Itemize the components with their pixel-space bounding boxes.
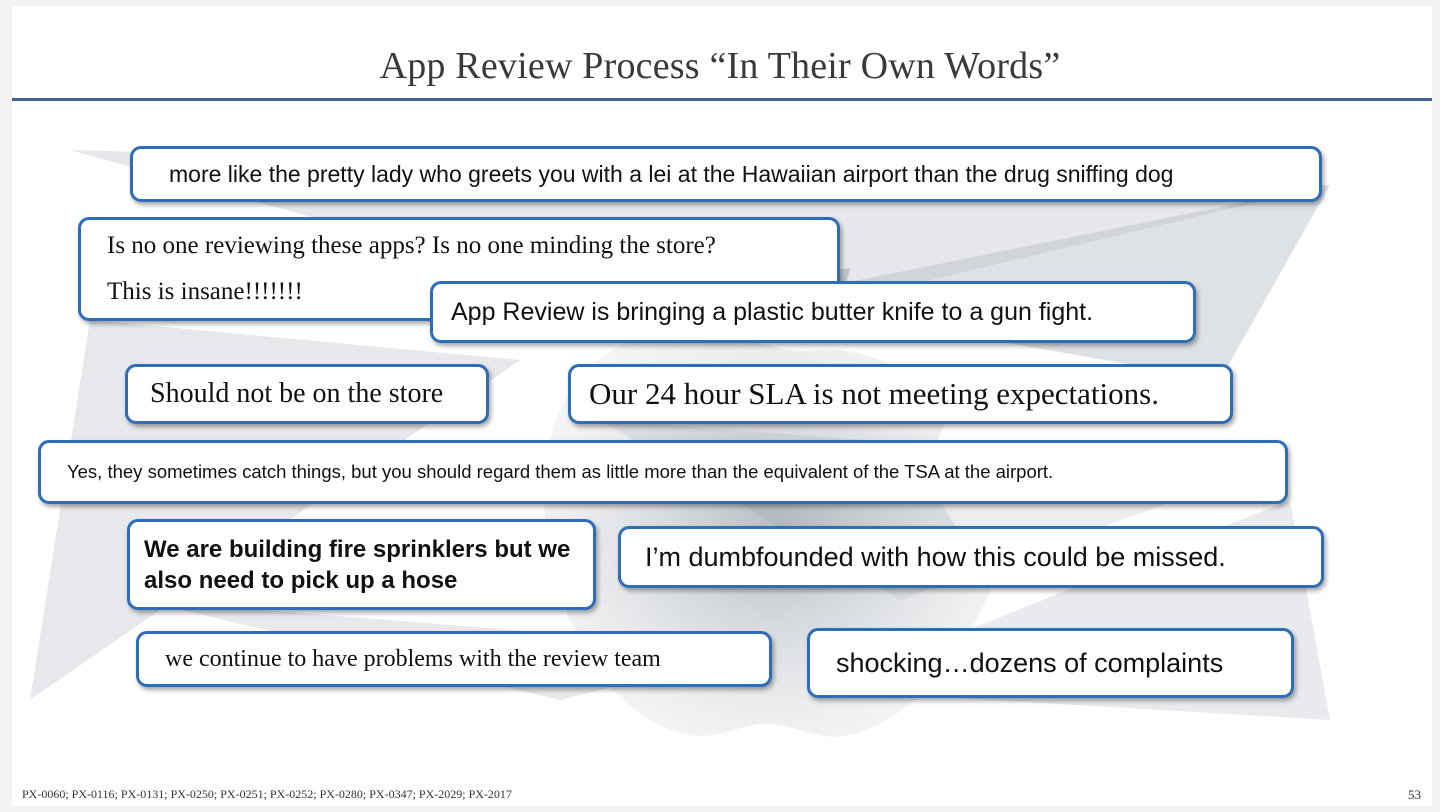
quote-text: I’m dumbfounded with how this could be missed.: [645, 541, 1226, 572]
quote-text: more like the pretty lady who greets you with a lei at the Hawaiian airport than the drug sniffing dog: [169, 160, 1174, 187]
quote-24-hour-sla: [568, 364, 1233, 424]
quote-dumbfounded: [618, 526, 1324, 588]
quote-text: Our 24 hour SLA is not meeting expectations.: [589, 376, 1159, 411]
title-divider: [12, 98, 1432, 101]
quote-text-line-2: This is insane!!!!!!!: [107, 278, 303, 305]
quote-text: we continue to have problems with the review team: [165, 645, 661, 672]
quote-hawaiian-airport: [130, 146, 1322, 202]
quote-text: Yes, they sometimes catch things, but you should regard them as little more than the equivalent of the TSA at the airport.: [67, 461, 1054, 482]
quote-fire-sprinklers: [127, 519, 596, 610]
quote-text-line-2: also need to pick up a hose: [144, 566, 458, 594]
quote-text-line-1: We are building fire sprinklers but we: [144, 535, 571, 563]
quote-dozens-of-complaints: [807, 628, 1294, 698]
page-number: 53: [1408, 787, 1421, 802]
quote-text-line-1: Is no one reviewing these apps? Is no one minding the store?: [107, 232, 716, 259]
quote-butter-knife: [430, 281, 1196, 343]
quote-text: shocking…dozens of complaints: [836, 647, 1224, 678]
slide-title: App Review Process “In Their Own Words”: [379, 45, 1061, 87]
quote-review-team-problems: [136, 631, 772, 687]
quote-text: Should not be on the store: [150, 378, 444, 409]
exhibit-citations: PX-0060; PX-0116; PX-0131; PX-0250; PX-0251; PX-0252; PX-0280; PX-0347; PX-2029; PX-2017: [22, 787, 512, 801]
quote-text: App Review is bringing a plastic butter knife to a gun fight.: [451, 297, 1094, 326]
quote-not-on-store: [125, 364, 489, 424]
quote-tsa: [38, 440, 1288, 504]
